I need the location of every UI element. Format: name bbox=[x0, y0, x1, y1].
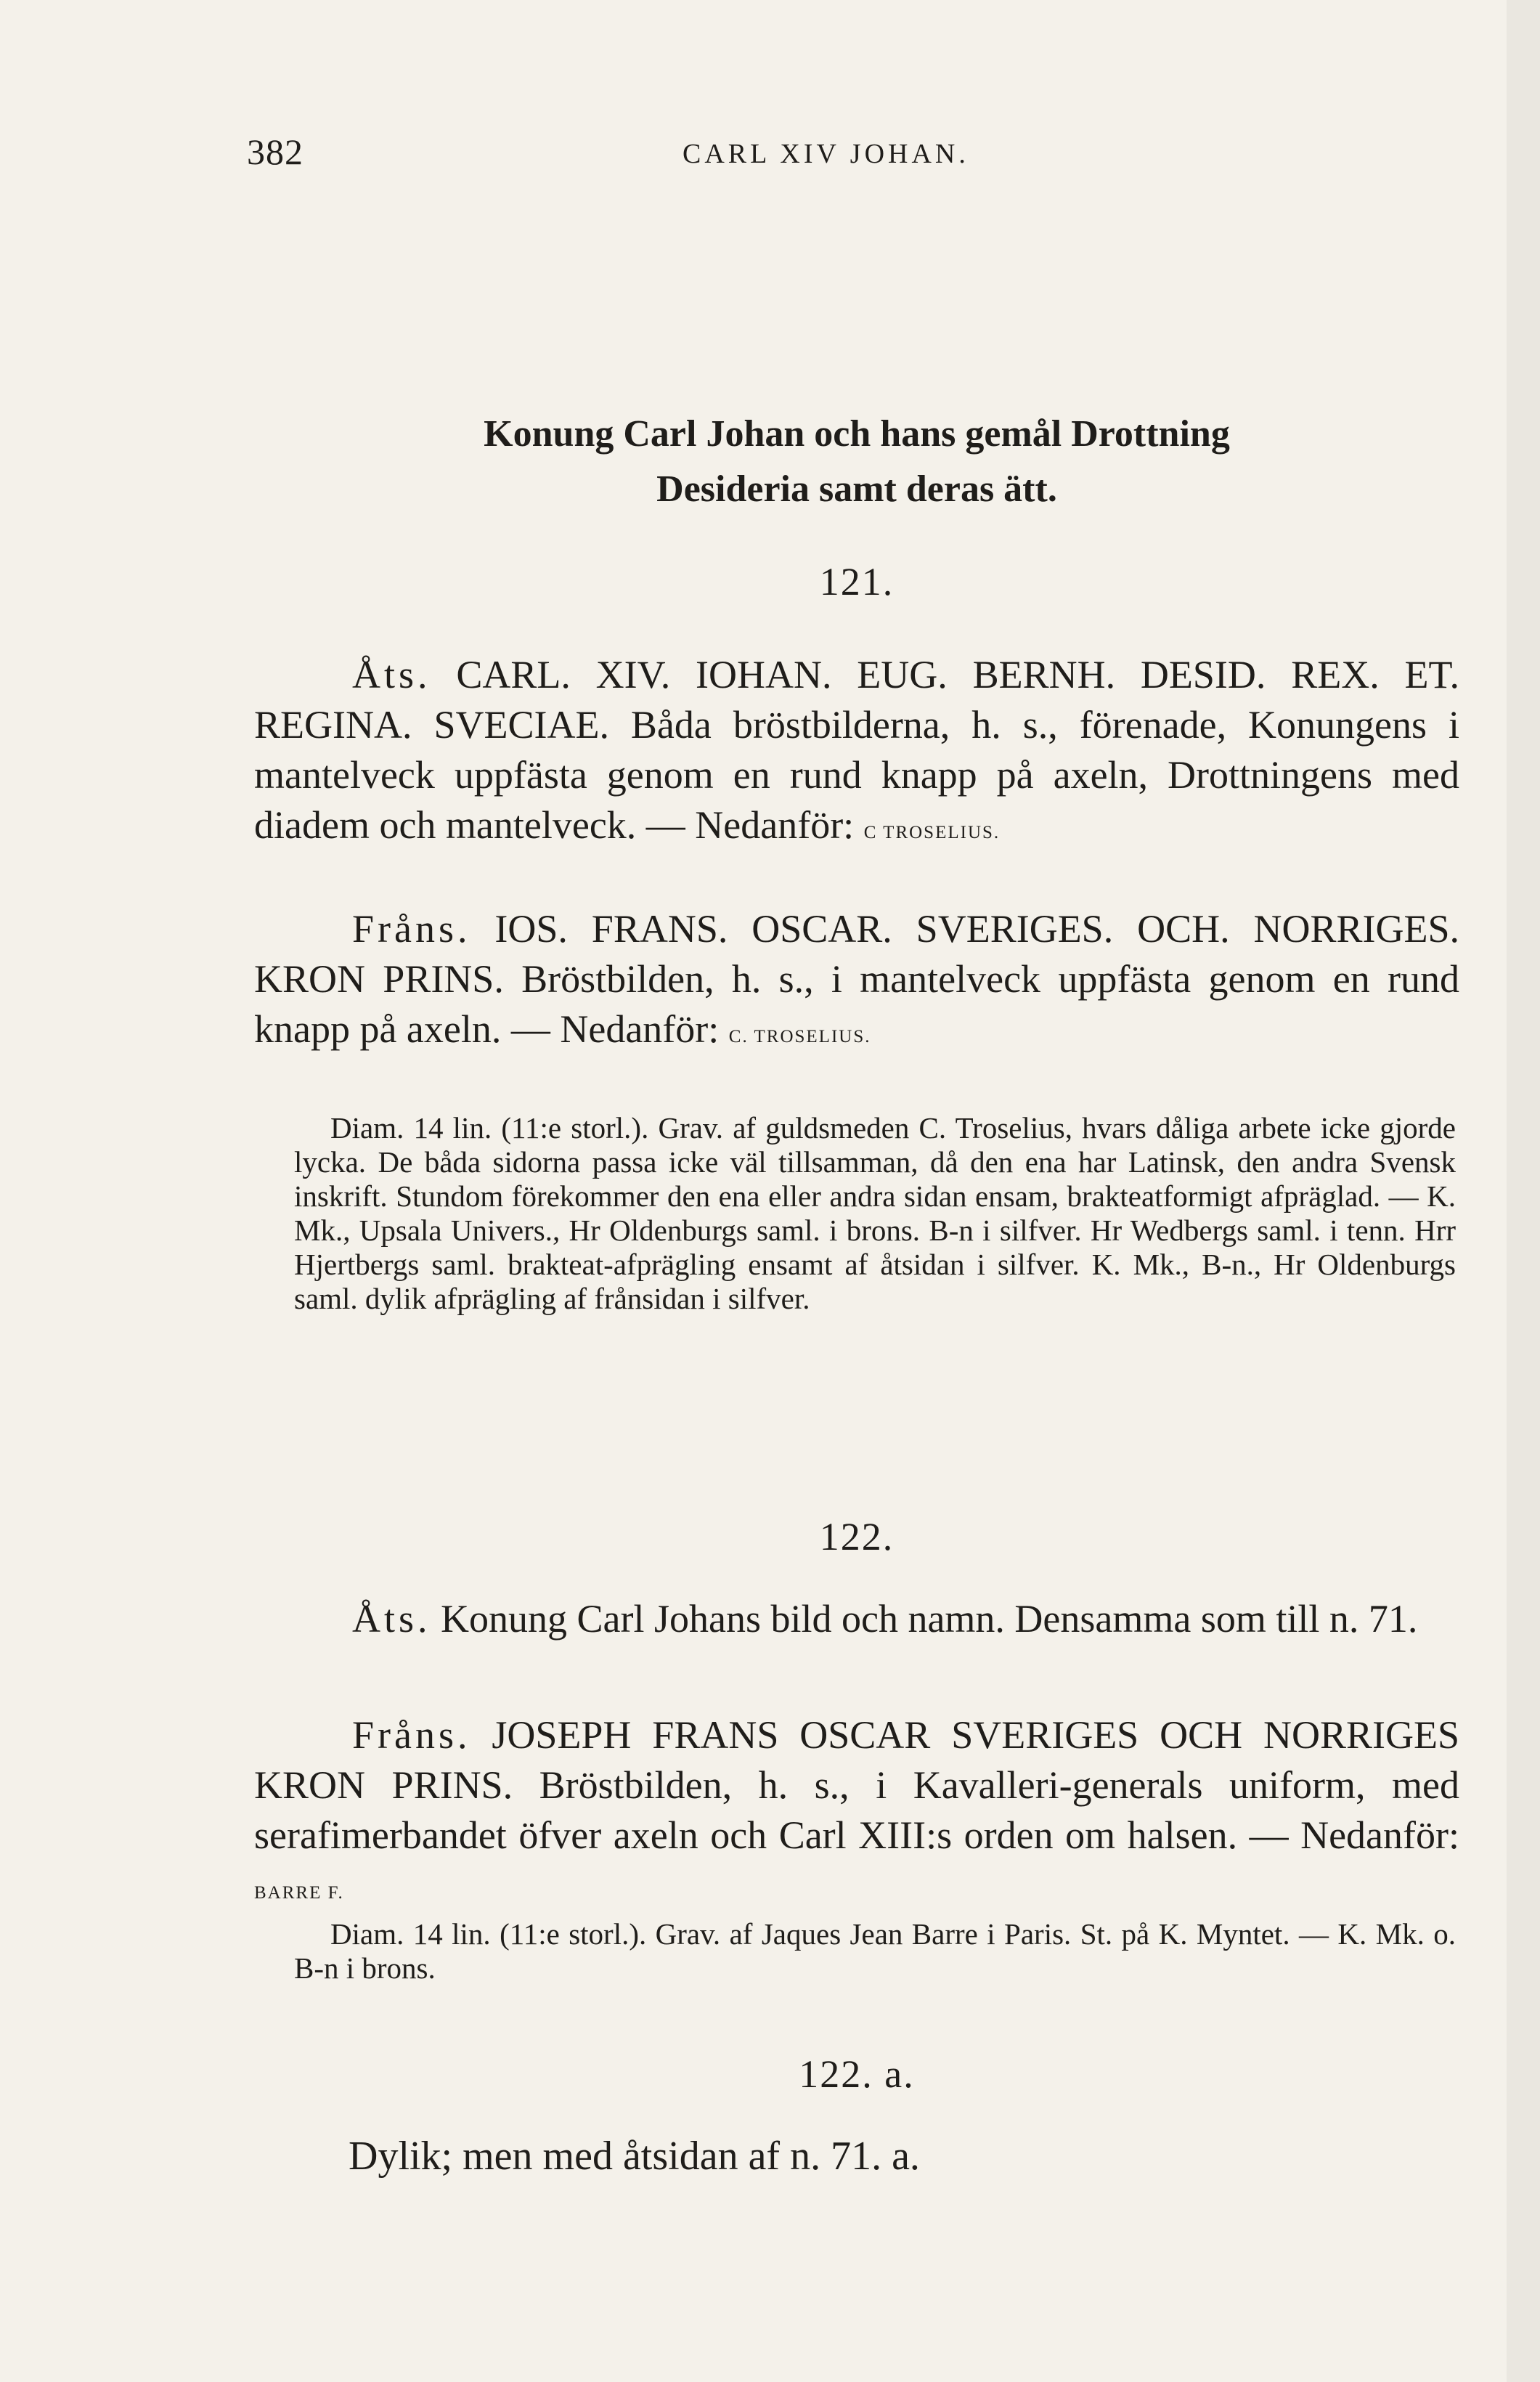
reverse-lead: Fråns. bbox=[352, 907, 471, 951]
entry-121-obverse bbox=[254, 650, 1459, 858]
obverse-lead: Åts. bbox=[352, 1597, 431, 1641]
obverse-lead: Åts. bbox=[352, 653, 431, 696]
engraver-signature: BARRE F. bbox=[254, 1883, 344, 1903]
entry-121-reverse bbox=[254, 904, 1459, 1062]
section-title-line-1: Konung Carl Johan och hans gemål Drottning bbox=[484, 413, 1230, 455]
entry-number-121: 121. bbox=[819, 560, 895, 603]
entry-122-reverse bbox=[254, 1710, 1459, 1918]
page-header bbox=[247, 131, 1467, 174]
section-title bbox=[240, 407, 1474, 517]
section-title-line-2: Desideria samt deras ätt. bbox=[656, 468, 1057, 510]
entry-122-note: Diam. 14 lin. (11:e storl.). Grav. af Jaques Jean Barre i Paris. St. på K. Myntet. — K. Mk. o. B-n i brons. bbox=[294, 1917, 1456, 1985]
engraver-signature: C TROSELIUS. bbox=[863, 823, 1001, 842]
entry-number-122: 122. bbox=[819, 1515, 895, 1558]
reverse-text: JOSEPH FRANS OSCAR SVERIGES OCH NORRIGES KRON PRINS. Bröstbilden, h. s., i Kavalleri-generals uniform, med serafimerbandet öfver axeln och Carl XIII:s orden om halsen. — Nedanför: bbox=[254, 1713, 1460, 1857]
entry-122a-text: Dylik; men med åtsidan af n. 71. a. bbox=[349, 2134, 920, 2179]
obverse-text: CARL. XIV. IOHAN. EUG. BERNH. DESID. REX. ET. REGINA. SVECIAE. Båda bröstbilderna, h. s., förenade, Konungens i mantelveck uppfästa genom en rund knapp på axeln, Drottningens med diadem och mantelveck. — Nedanför: bbox=[254, 653, 1459, 847]
reverse-text: IOS. FRANS. OSCAR. SVERIGES. OCH. NORRIGES. KRON PRINS. Bröstbilden, h. s., i mantelveck uppfästa genom en rund knapp på axeln. — Nedanför: bbox=[254, 907, 1460, 1051]
running-title: CARL XIV JOHAN. bbox=[683, 139, 969, 169]
entry-122-obverse bbox=[254, 1594, 1459, 1644]
entry-121-note: Diam. 14 lin. (11:e storl.). Grav. af guldsmeden C. Troselius, hvars dåliga arbete icke gjorde lycka. De båda sidorna passa icke väl tillsamman, då den ena har Latinsk, den andra Svensk inskrift. Stundom förekommer den ena eller andra sidan ensam, brakteatformigt afpräglad. — K. Mk., Upsala Univers., Hr Oldenburgs saml. i brons. B-n i silfver. Hr Wedbergs saml. i tenn. Hrr Hjertbergs saml. brakteat-afprägling ensamt af åtsidan i silfver. K. Mk., B-n., Hr Oldenburgs saml. dylik afprägling af frånsidan i silfver. bbox=[294, 1111, 1456, 1315]
engraver-signature: C. TROSELIUS. bbox=[728, 1027, 871, 1046]
entry-number-122a: 122. a. bbox=[799, 2052, 915, 2096]
reverse-lead: Fråns. bbox=[352, 1713, 471, 1757]
page-edge-shadow bbox=[1507, 0, 1540, 2382]
page-number: 382 bbox=[247, 131, 303, 172]
obverse-text: Konung Carl Johans bild och namn. Densamma som till n. 71. bbox=[441, 1597, 1418, 1641]
